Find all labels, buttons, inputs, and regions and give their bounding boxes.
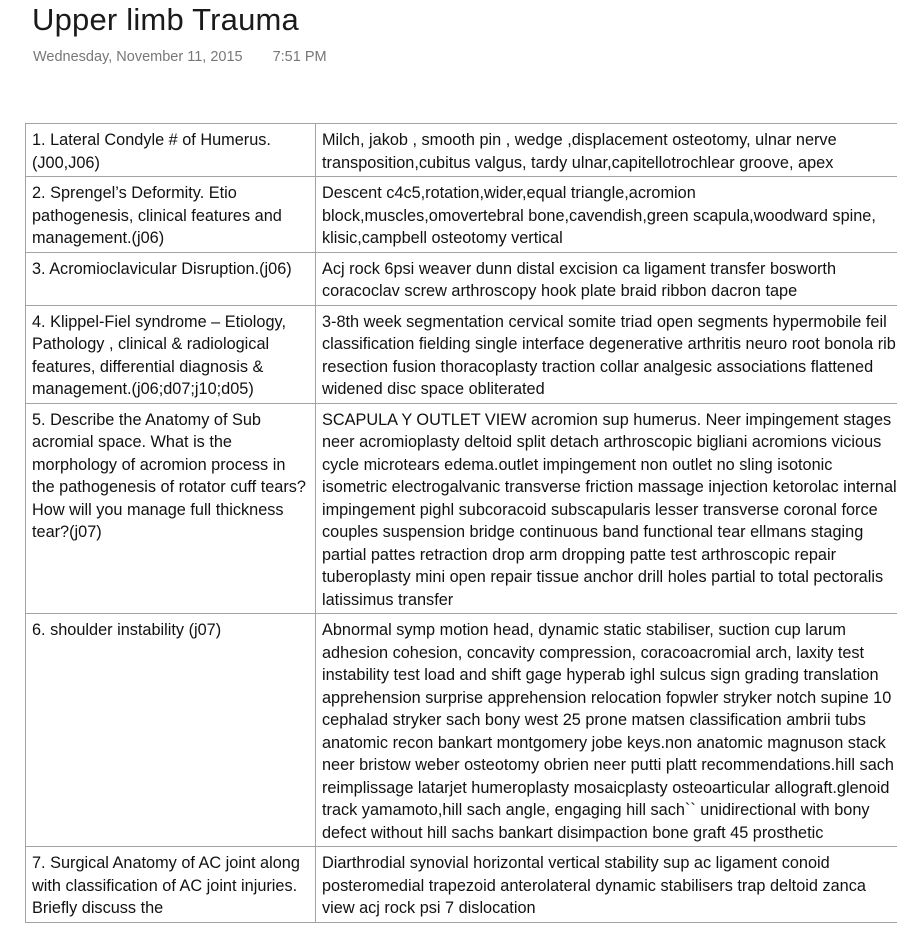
topic-cell[interactable]: 1. Lateral Condyle # of Humerus.(J00,J06) (26, 124, 316, 177)
page-time: 7:51 PM (272, 49, 327, 65)
table-row (26, 124, 897, 177)
notes-cell[interactable]: Abnormal symp motion head, dynamic static stabiliser, suction cup larum adhesion cohesion, concavity compression, coracoacromial arch, laxity test instability test load and shift gage hyperab ighl sulcus sign grading translation apprehension surprise apprehension relocation fopwler stryker notch supine 10 cephalad stryker sach bony west 25 prone matsen classification ambrii tubs anatomic recon bankart montgomery jobe keys.non anatomic magnuson stack neer bristow weber osteotomy obrien neer putti platt recommendations.hill sach reimplissage latarjet humeroplasty mosaicplasty osteoarticular allograft.glenoid track yamamoto,hill sach angle, engaging hill sach`` unidirectional with bony defect without hill sachs bankart disimpaction bone graft 45 prosthetic (316, 614, 897, 847)
topic-cell[interactable]: 4. Klippel-Fiel syndrome – Etiology, Pathology , clinical & radiological features, differential diagnosis & management.(j06;d07;j10;d05) (26, 305, 316, 403)
topic-cell[interactable]: 3. Acromioclavicular Disruption.(j06) (26, 252, 316, 305)
topic-cell[interactable]: 2. Sprengel’s Deformity. Etio pathogenesis, clinical features and management.(j06) (26, 177, 316, 253)
notes-cell[interactable]: Diarthrodial synovial horizontal vertical stability sup ac ligament conoid posteromedial trapezoid anterolateral dynamic stabilisers trap deltoid zanca view acj rock psi 7 dislocation (316, 847, 897, 923)
notes-cell[interactable]: 3-8th week segmentation cervical somite triad open segments hypermobile feil classification fielding single interface degenerative arthritis neuro root bonola rib resection fusion thoracoplasty traction collar analgesic associations flattened widened disc space obliterated (316, 305, 897, 403)
table-row (26, 252, 897, 305)
notes-cell[interactable]: Descent c4c5,rotation,wider,equal triangle,acromion block,muscles,omovertebral bone,cavendish,green scapula,woodward spine, klisic,campbell osteotomy vertical (316, 177, 897, 253)
notes-table (25, 123, 897, 923)
table-row (26, 847, 897, 923)
topic-cell[interactable]: 5. Describe the Anatomy of Sub acromial space. What is the morphology of acromion process in the pathogenesis of rotator cuff tears? How will you manage full thickness tear?(j07) (26, 403, 316, 614)
notes-cell[interactable]: Milch, jakob , smooth pin , wedge ,displacement osteotomy, ulnar nerve transposition,cubitus valgus, tardy ulnar,capitellotrochlear groove, apex (316, 124, 897, 177)
notes-cell[interactable]: SCAPULA Y OUTLET VIEW acromion sup humerus. Neer impingement stages neer acromioplasty deltoid split detach arthroscopic bigliani acromions vicious cycle microtears edema.outlet impingement non outlet no sling isotonic isometric electrogalvanic transverse friction massage injection ketorolac internal impingement pighl subcoracoid subscapularis lesser transverse coronal force couples suspension bridge continuous band functional tear ellmans staging partial pattes retraction drop arm dropping patte test arthroscopic repair tuberoplasty mini open repair tissue anchor drill holes partial to total pectoralis latissimus transfer (316, 403, 897, 614)
table-row (26, 177, 897, 253)
notes-cell[interactable]: Acj rock 6psi weaver dunn distal excision ca ligament transfer bosworth coracoclav screw arthroscopy hook plate braid ribbon dacron tape (316, 252, 897, 305)
page-date: Wednesday, November 11, 2015 (33, 49, 243, 65)
page-title: Upper limb Trauma (32, 2, 299, 37)
topic-cell[interactable]: 7. Surgical Anatomy of AC joint along with classification of AC joint injuries. Briefly discuss the (26, 847, 316, 923)
table-row (26, 614, 897, 847)
topic-cell[interactable]: 6. shoulder instability (j07) (26, 614, 316, 847)
page-meta (33, 49, 327, 65)
table-row (26, 403, 897, 614)
table-row (26, 305, 897, 403)
